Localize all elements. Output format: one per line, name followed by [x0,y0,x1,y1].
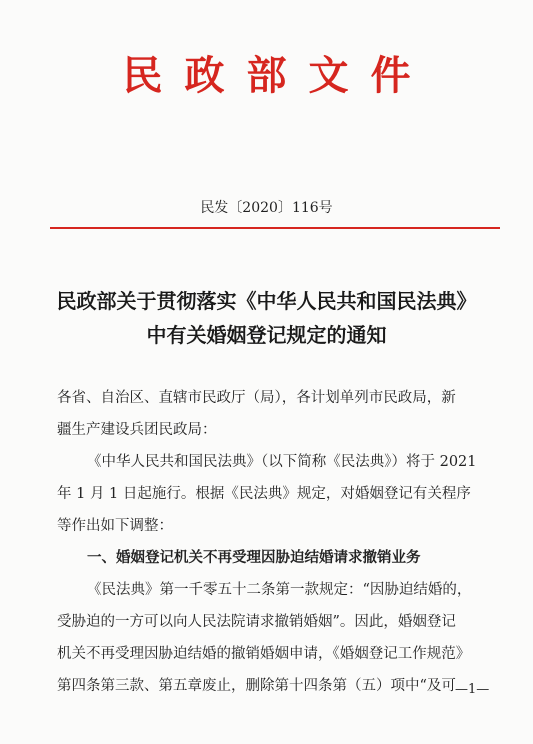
body-line-5: 等作出如下调整： [57,518,173,534]
notice-title-line-2: 中有关婚姻登记规定的通知 [146,323,387,347]
page-number: —1— [455,682,490,697]
document-body [57,382,497,702]
body-line-4: 年 1 月 1 日起施行。根据《民法典》规定，对婚姻登记有关程序 [57,486,471,502]
body-line-10: 第四条第三款、第五章废止，删除第十四条第（五）项中“及可 [57,678,456,694]
body-line-7: 《民法典》第一千零五十二条第一款规定：“因胁迫结婚的， [87,582,472,598]
section-heading-1: 一、婚姻登记机关不再受理因胁迫结婚请求撤销业务 [87,550,421,566]
addressee-line-2: 疆生产建设兵团民政局： [57,422,217,438]
body-line-8: 受胁迫的一方可以向人民法院请求撤销婚姻”。因此，婚姻登记 [57,614,456,630]
body-line-9: 机关不再受理因胁迫结婚的撤销婚姻申请，《婚姻登记工作规范》 [57,646,471,662]
notice-title [30,284,503,352]
body-line-3: 《中华人民共和国民法典》（以下简称《民法典》）将于 2021 [87,454,477,470]
issuer-title: 民政部文件 [122,53,433,99]
red-separator-line [50,227,500,229]
addressee-line-1: 各省、自治区、直辖市民政厅（局），各计划单列市民政局，新 [57,390,456,406]
notice-title-line-1: 民政部关于贯彻落实《中华人民共和国民法典》 [56,289,477,313]
document-number: 民发〔2020〕116号 [200,200,333,216]
